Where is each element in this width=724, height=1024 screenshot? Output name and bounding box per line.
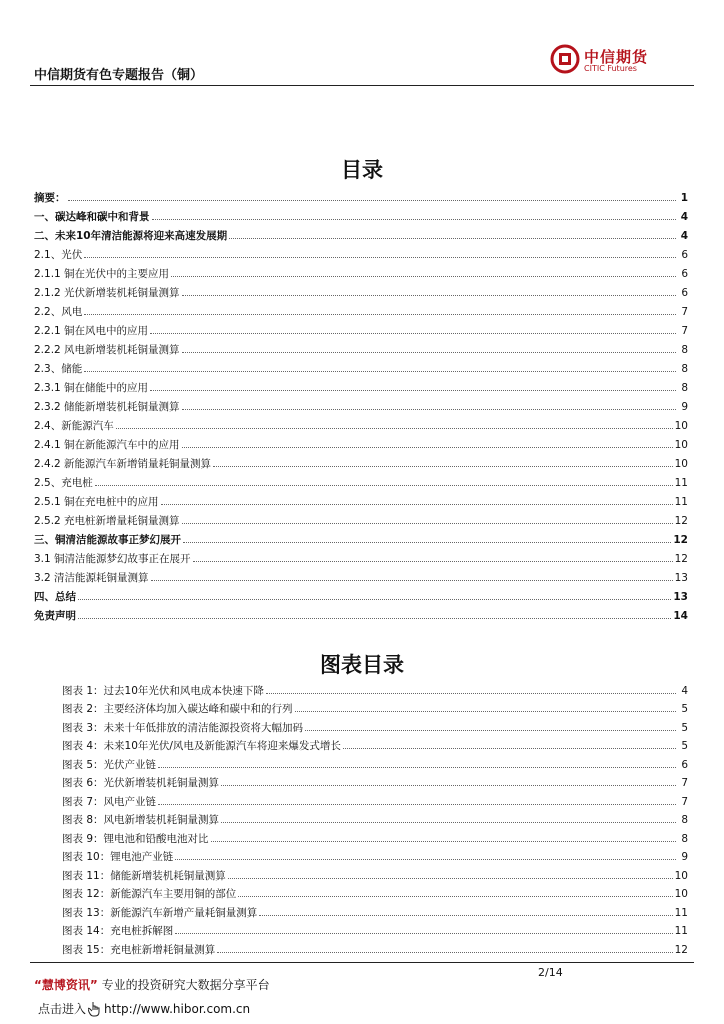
- figure-leader-dots: [175, 859, 676, 860]
- report-title: 中信期货有色专题报告（铜）: [34, 68, 204, 83]
- figure-leader-dots: [228, 878, 673, 879]
- toc-entry-label: 3.1 铜清洁能源梦幻故事正在展开: [34, 553, 191, 565]
- figure-entry-label: 锂电池产业链: [110, 851, 174, 863]
- table-of-contents: [34, 185, 688, 622]
- figure-entry[interactable]: [62, 919, 688, 938]
- figure-leader-dots: [238, 896, 672, 897]
- figure-entry-number: 图表 2：: [62, 703, 104, 715]
- figure-entry[interactable]: [62, 826, 688, 845]
- logo-english-name: CITIC Futures: [584, 64, 637, 73]
- toc-entry-page: 14: [673, 610, 688, 622]
- toc-entry-label: 2.1、光伏: [34, 249, 83, 261]
- toc-entry-label: 2.4、新能源汽车: [34, 420, 114, 432]
- figure-entry-number: 图表 12：: [62, 888, 111, 900]
- toc-entry[interactable]: [34, 318, 688, 337]
- figure-entry-label: 光伏产业链: [103, 758, 157, 771]
- figure-entry-page: 11: [674, 906, 688, 919]
- figure-leader-dots: [158, 804, 676, 805]
- toc-leader-dots: [229, 238, 676, 239]
- citic-logo-icon: [550, 44, 580, 74]
- toc-entry-page: 10: [674, 439, 688, 451]
- pointer-hand-icon: [88, 1001, 102, 1017]
- figure-entry-label: 储能新增装机耗铜量测算: [110, 869, 226, 882]
- toc-leader-dots: [182, 352, 676, 353]
- toc-entry-label: 免责声明: [34, 610, 76, 622]
- toc-entry-page: 6: [681, 287, 688, 299]
- toc-entry-page: 10: [674, 458, 688, 470]
- footer-tagline-text: 专业的投资研究大数据分享平台: [101, 978, 270, 992]
- figure-entry-page: 5: [681, 703, 688, 715]
- figure-entry-number: 图表 15：: [62, 943, 111, 956]
- toc-leader-dots: [150, 390, 676, 391]
- figure-entry-page: 9: [681, 851, 688, 863]
- figure-entry[interactable]: [62, 882, 688, 901]
- toc-entry-page: 8: [681, 344, 688, 356]
- figure-entry-number: 图表 4：: [62, 740, 104, 752]
- toc-leader-dots: [183, 542, 671, 543]
- toc-leader-dots: [182, 409, 676, 410]
- toc-entry-page: 11: [674, 477, 688, 489]
- toc-entry[interactable]: [34, 413, 688, 432]
- toc-leader-dots: [182, 295, 676, 296]
- figure-entry-label: 风电新增装机耗铜量测算: [103, 814, 220, 826]
- figure-entry-number: 图表 10：: [62, 851, 111, 863]
- toc-leader-dots: [84, 371, 676, 372]
- figure-entry[interactable]: [62, 863, 688, 882]
- toc-leader-dots: [182, 523, 673, 524]
- figure-entry-number: 图表 1：: [62, 684, 104, 697]
- figure-entry-page: 5: [681, 740, 688, 752]
- figure-entry-label: 锂电池和铅酸电池对比: [103, 832, 209, 845]
- toc-leader-dots: [161, 504, 673, 505]
- toc-leader-dots: [182, 447, 673, 448]
- toc-entry-page: 6: [681, 268, 688, 280]
- header-divider: [30, 85, 694, 86]
- figure-leader-dots: [305, 730, 676, 731]
- figure-entry-label: 未来十年低排放的清洁能源投资将大幅加码: [103, 721, 304, 734]
- footer-link-prefix: 点击进入: [38, 1002, 87, 1016]
- toc-entry-label: 四、总结: [34, 591, 76, 603]
- toc-entry-page: 13: [674, 572, 688, 584]
- toc-entry-label: 3.2 清洁能源耗铜量测算: [34, 572, 149, 584]
- figure-entry-page: 8: [681, 814, 688, 826]
- toc-leader-dots: [84, 314, 676, 315]
- figure-entry-label: 主要经济体均加入碳达峰和碳中和的行列: [103, 703, 293, 715]
- toc-entry[interactable]: [34, 470, 688, 489]
- logo-chinese-name: 中信期货: [584, 48, 649, 66]
- toc-entry-page: 12: [674, 515, 688, 527]
- toc-entry-page: 8: [681, 363, 688, 375]
- toc-leader-dots: [95, 485, 673, 486]
- figure-entry[interactable]: [62, 715, 688, 734]
- toc-leader-dots: [171, 276, 676, 277]
- toc-leader-dots: [78, 599, 671, 600]
- toc-leader-dots: [213, 466, 673, 467]
- toc-entry[interactable]: [34, 204, 688, 223]
- toc-entry-label: 2.3.1 铜在储能中的应用: [34, 382, 149, 394]
- figure-entry-label: 未来10年光伏/风电及新能源汽车将迎来爆发式增长: [103, 740, 341, 752]
- toc-entry[interactable]: [34, 356, 688, 375]
- toc-entry[interactable]: [34, 489, 688, 508]
- toc-entry-page: 1: [680, 192, 688, 204]
- footer-brand: 慧博资讯: [41, 978, 90, 992]
- toc-leader-dots: [150, 333, 676, 334]
- figure-entry-page: 10: [674, 888, 688, 900]
- figure-entry-page: 11: [674, 925, 688, 937]
- figure-leader-dots: [343, 748, 676, 749]
- figure-entry[interactable]: [62, 808, 688, 827]
- toc-entry[interactable]: [34, 584, 688, 603]
- toc-entry[interactable]: [34, 432, 688, 451]
- figure-entry-label: 充电桩拆解图: [110, 925, 174, 937]
- figure-list: [62, 678, 688, 956]
- toc-heading: 目录: [341, 158, 383, 182]
- footer-url[interactable]: http://www.hibor.com.cn: [104, 1001, 251, 1016]
- toc-entry-label: 2.5.2 充电桩新增量耗铜量测算: [34, 515, 180, 527]
- figure-entry-page: 8: [681, 832, 688, 845]
- toc-entry-label: 2.1.2 光伏新增装机耗铜量测算: [34, 287, 180, 299]
- footer-link[interactable]: [38, 1000, 250, 1017]
- figure-entry[interactable]: [62, 845, 688, 864]
- toc-leader-dots: [84, 257, 676, 258]
- toc-entry[interactable]: [34, 299, 688, 318]
- figure-entry[interactable]: [62, 678, 688, 697]
- toc-entry[interactable]: [34, 185, 688, 204]
- figure-leader-dots: [158, 767, 676, 768]
- figure-entry-page: 5: [681, 721, 688, 734]
- toc-entry-label: 摘要：: [34, 192, 66, 204]
- figure-entry-page: 7: [681, 795, 688, 808]
- footer-tagline: [34, 976, 270, 993]
- figure-entry[interactable]: [62, 734, 688, 753]
- toc-entry-page: 6: [681, 249, 688, 261]
- figure-entry-page: 7: [681, 777, 688, 789]
- toc-entry-label: 2.5、充电桩: [34, 477, 93, 489]
- toc-entry-label: 二、未来10年清洁能源将迎来高速发展期: [34, 230, 228, 242]
- figure-entry-page: 4: [681, 684, 688, 697]
- figure-leader-dots: [221, 822, 676, 823]
- toc-leader-dots: [152, 219, 677, 220]
- toc-entry-label: 2.5.1 铜在充电桩中的应用: [34, 496, 159, 508]
- toc-entry[interactable]: [34, 261, 688, 280]
- figure-entry-page: 10: [674, 869, 688, 882]
- toc-leader-dots: [68, 200, 677, 201]
- figure-entry[interactable]: [62, 789, 688, 808]
- figure-entry-label: 风电产业链: [103, 795, 157, 808]
- toc-entry[interactable]: [34, 280, 688, 299]
- toc-entry-page: 10: [674, 420, 688, 432]
- toc-entry[interactable]: [34, 223, 688, 242]
- toc-entry-label: 2.3.2 储能新增装机耗铜量测算: [34, 401, 180, 413]
- toc-entry[interactable]: [34, 394, 688, 413]
- toc-entry[interactable]: [34, 375, 688, 394]
- toc-entry-label: 一、碳达峰和碳中和背景: [34, 211, 150, 223]
- figure-entry-label: 新能源汽车新增产量耗铜量测算: [110, 906, 258, 919]
- toc-entry-page: 4: [680, 230, 688, 242]
- figure-entry-number: 图表 8：: [62, 814, 104, 826]
- figure-list-heading: 图表目录: [320, 653, 404, 677]
- toc-entry-label: 2.4.2 新能源汽车新增销量耗铜量测算: [34, 458, 212, 470]
- figure-entry-number: 图表 13：: [62, 906, 111, 919]
- toc-entry-label: 2.4.1 铜在新能源汽车中的应用: [34, 439, 180, 451]
- toc-entry-page: 11: [674, 496, 688, 508]
- figure-entry-page: 12: [674, 943, 688, 956]
- figure-entry-number: 图表 9：: [62, 832, 104, 845]
- figure-entry[interactable]: [62, 697, 688, 716]
- figure-entry-number: 图表 11：: [62, 869, 111, 882]
- toc-entry[interactable]: [34, 242, 688, 261]
- figure-entry[interactable]: [62, 771, 688, 790]
- toc-entry-page: 12: [674, 553, 688, 565]
- figure-entry-number: 图表 6：: [62, 777, 104, 789]
- toc-leader-dots: [78, 618, 671, 619]
- figure-entry-number: 图表 3：: [62, 721, 104, 734]
- figure-entry-label: 光伏新增装机耗铜量测算: [103, 777, 220, 789]
- toc-entry-label: 2.3、储能: [34, 363, 83, 375]
- figure-entry[interactable]: [62, 752, 688, 771]
- figure-entry[interactable]: [62, 937, 688, 956]
- figure-leader-dots: [221, 785, 676, 786]
- figure-leader-dots: [217, 952, 672, 953]
- toc-entry-page: 7: [681, 325, 688, 337]
- figure-entry[interactable]: [62, 900, 688, 919]
- toc-entry[interactable]: [34, 451, 688, 470]
- toc-entry-page: 4: [680, 211, 688, 223]
- toc-leader-dots: [116, 428, 673, 429]
- figure-entry-label: 充电桩新增耗铜量测算: [110, 943, 216, 956]
- figure-leader-dots: [259, 915, 672, 916]
- toc-entry[interactable]: [34, 603, 688, 622]
- figure-entry-number: 图表 14：: [62, 925, 111, 937]
- toc-entry-page: 9: [681, 401, 688, 413]
- toc-entry[interactable]: [34, 527, 688, 546]
- toc-leader-dots: [151, 580, 673, 581]
- toc-entry-page: 12: [673, 534, 688, 546]
- toc-entry-label: 2.1.1 铜在光伏中的主要应用: [34, 268, 170, 280]
- toc-entry-page: 13: [673, 591, 688, 603]
- toc-entry-label: 三、铜清洁能源故事正梦幻展开: [34, 534, 181, 546]
- figure-leader-dots: [211, 841, 676, 842]
- figure-leader-dots: [266, 693, 676, 694]
- figure-entry-label: 过去10年光伏和风电成本快速下降: [103, 684, 264, 697]
- footer-divider: [30, 962, 694, 963]
- toc-entry[interactable]: [34, 565, 688, 584]
- figure-entry-number: 图表 5：: [62, 758, 104, 771]
- toc-entry-label: 2.2.2 风电新增装机耗铜量测算: [34, 344, 180, 356]
- toc-entry[interactable]: [34, 546, 688, 565]
- quote-open: “: [34, 978, 42, 992]
- citic-logo: [550, 44, 660, 78]
- figure-leader-dots: [175, 933, 672, 934]
- toc-entry-page: 8: [681, 382, 688, 394]
- quote-close: ”: [89, 978, 98, 992]
- toc-entry-page: 7: [681, 306, 688, 318]
- toc-entry-label: 2.2.1 铜在风电中的应用: [34, 325, 149, 337]
- page-number: 2/14: [538, 966, 563, 979]
- figure-entry-page: 6: [681, 758, 688, 771]
- figure-entry-number: 图表 7：: [62, 795, 104, 808]
- toc-entry[interactable]: [34, 508, 688, 527]
- figure-entry-label: 新能源汽车主要用铜的部位: [110, 888, 237, 900]
- toc-leader-dots: [193, 561, 673, 562]
- toc-entry-label: 2.2、风电: [34, 306, 83, 318]
- figure-leader-dots: [295, 711, 676, 712]
- toc-entry[interactable]: [34, 337, 688, 356]
